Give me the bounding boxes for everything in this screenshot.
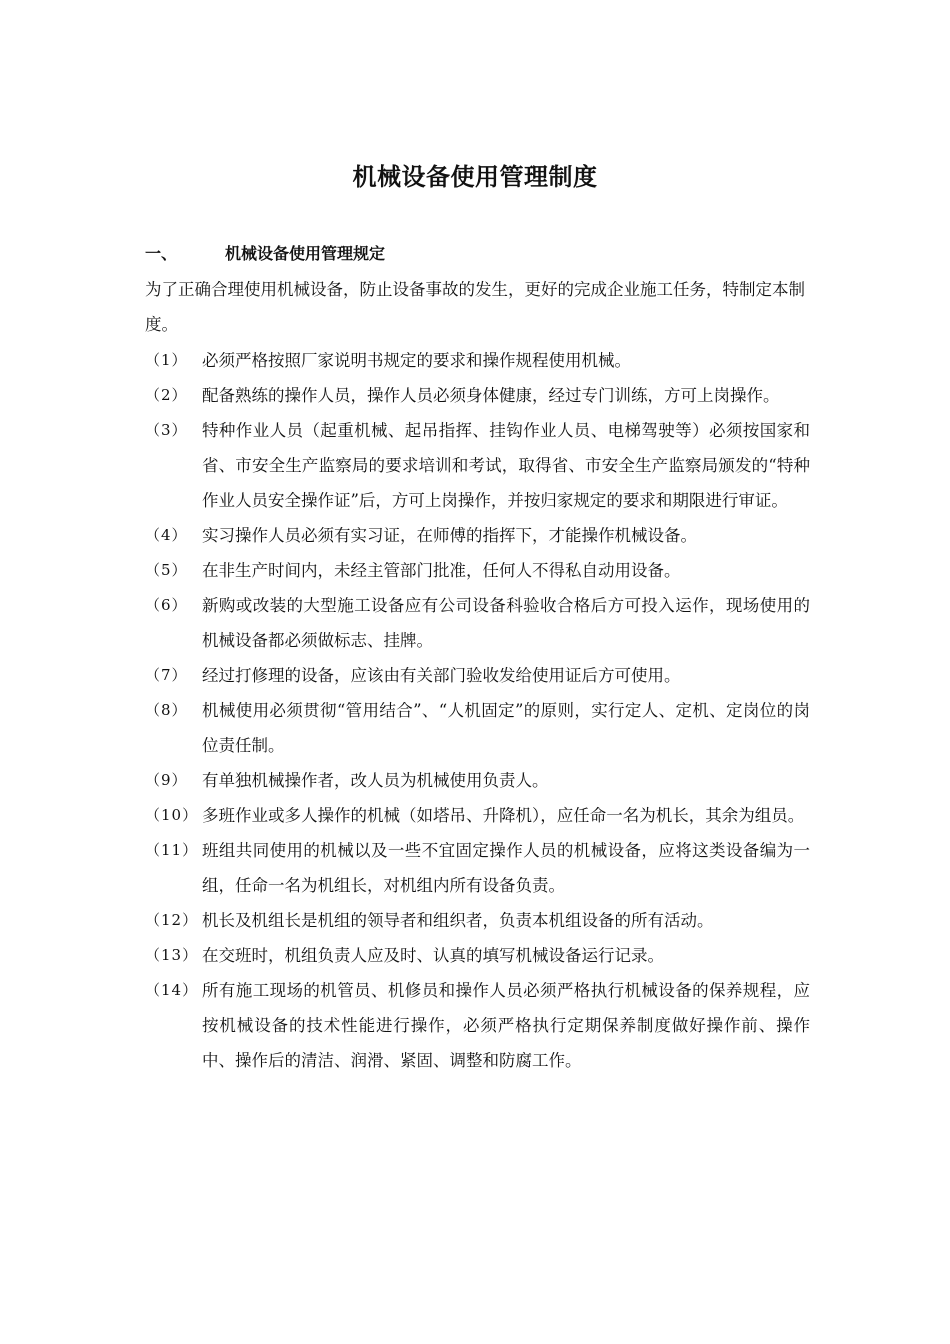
- list-item-index: （1）: [145, 351, 188, 369]
- list-item: [145, 763, 810, 798]
- list-item-index: （4）: [145, 526, 188, 544]
- list-item-index: （5）: [145, 561, 188, 579]
- list-item-text: 班组共同使用的机械以及一些不宜固定操作人员的机械设备，应将这类设备编为一组，任命一名为机组长，对机组内所有设备负责。: [202, 841, 810, 895]
- list-item-index: （10）: [145, 806, 199, 824]
- list-item: [145, 588, 810, 658]
- list-item-text: 在交班时，机组负责人应及时、认真的填写机械设备运行记录。: [202, 946, 664, 965]
- list-item-index: （13）: [145, 946, 199, 964]
- list-item-text: 经过打修理的设备，应该由有关部门验收发给使用证后方可使用。: [202, 666, 681, 685]
- list-item-index: （9）: [145, 771, 188, 789]
- list-item: [145, 693, 810, 763]
- list-item-index: （12）: [145, 911, 199, 929]
- list-item-text: 配备熟练的操作人员，操作人员必须身体健康，经过专门训练，方可上岗操作。: [202, 386, 780, 405]
- section-heading: [145, 242, 385, 266]
- list-item-text: 在非生产时间内，未经主管部门批准，任何人不得私自动用设备。: [202, 561, 681, 580]
- list-item-index: （7）: [145, 666, 188, 684]
- list-item-index: （2）: [145, 386, 188, 404]
- list-item: [145, 553, 810, 588]
- list-item: [145, 798, 810, 833]
- list-item-index: （3）: [145, 421, 188, 439]
- list-item: [145, 973, 810, 1078]
- list-item-index: （14）: [145, 981, 199, 999]
- page-title: 机械设备使用管理制度: [352, 163, 598, 191]
- list-item: [145, 518, 810, 553]
- list-item-text: 机长及机组长是机组的领导者和组织者，负责本机组设备的所有活动。: [202, 911, 714, 930]
- list-item: [145, 938, 810, 973]
- list-item: [145, 833, 810, 903]
- list-item-index: （6）: [145, 596, 188, 614]
- list-item: [145, 413, 810, 518]
- list-item: [145, 658, 810, 693]
- intro-paragraph: 为了正确合理使用机械设备，防止设备事故的发生，更好的完成企业施工任务，特制定本制度。: [145, 280, 805, 334]
- list-item-text: 实习操作人员必须有实习证，在师傅的指挥下，才能操作机械设备。: [202, 526, 697, 545]
- list-item: [145, 378, 810, 413]
- list-item-text: 有单独机械操作者，改人员为机械使用负责人。: [202, 771, 549, 790]
- list-item-text: 机械使用必须贯彻“管用结合”、“人机固定”的原则，实行定人、定机、定岗位的岗位责任制。: [202, 701, 810, 755]
- list-item-index: （8）: [145, 701, 188, 719]
- regulation-list: [145, 343, 810, 1078]
- list-item-index: （11）: [145, 841, 199, 859]
- section-heading-text: 机械设备使用管理规定: [225, 244, 386, 263]
- section-number: 一、: [145, 244, 178, 263]
- list-item: [145, 903, 810, 938]
- list-item-text: 特种作业人员（起重机械、起吊指挥、挂钩作业人员、电梯驾驶等）必须按国家和省、市安全生产监察局的要求培训和考试，取得省、市安全生产监察局颁发的“特种作业人员安全操作证”后，方可上岗操作，并按归家规定的要求和期限进行审证。: [202, 421, 810, 510]
- list-item-text: 新购或改装的大型施工设备应有公司设备科验收合格后方可投入运作，现场使用的机械设备都必须做标志、挂牌。: [202, 596, 810, 650]
- list-item-text: 多班作业或多人操作的机械（如塔吊、升降机），应任命一名为机长，其余为组员。: [202, 806, 805, 825]
- list-item-text: 所有施工现场的机管员、机修员和操作人员必须严格执行机械设备的保养规程，应按机械设备的技术性能进行操作，必须严格执行定期保养制度做好操作前、操作中、操作后的清洁、润滑、紧固、调整和防腐工作。: [202, 981, 810, 1070]
- list-item-text: 必须严格按照厂家说明书规定的要求和操作规程使用机械。: [202, 351, 631, 370]
- list-item: [145, 343, 810, 378]
